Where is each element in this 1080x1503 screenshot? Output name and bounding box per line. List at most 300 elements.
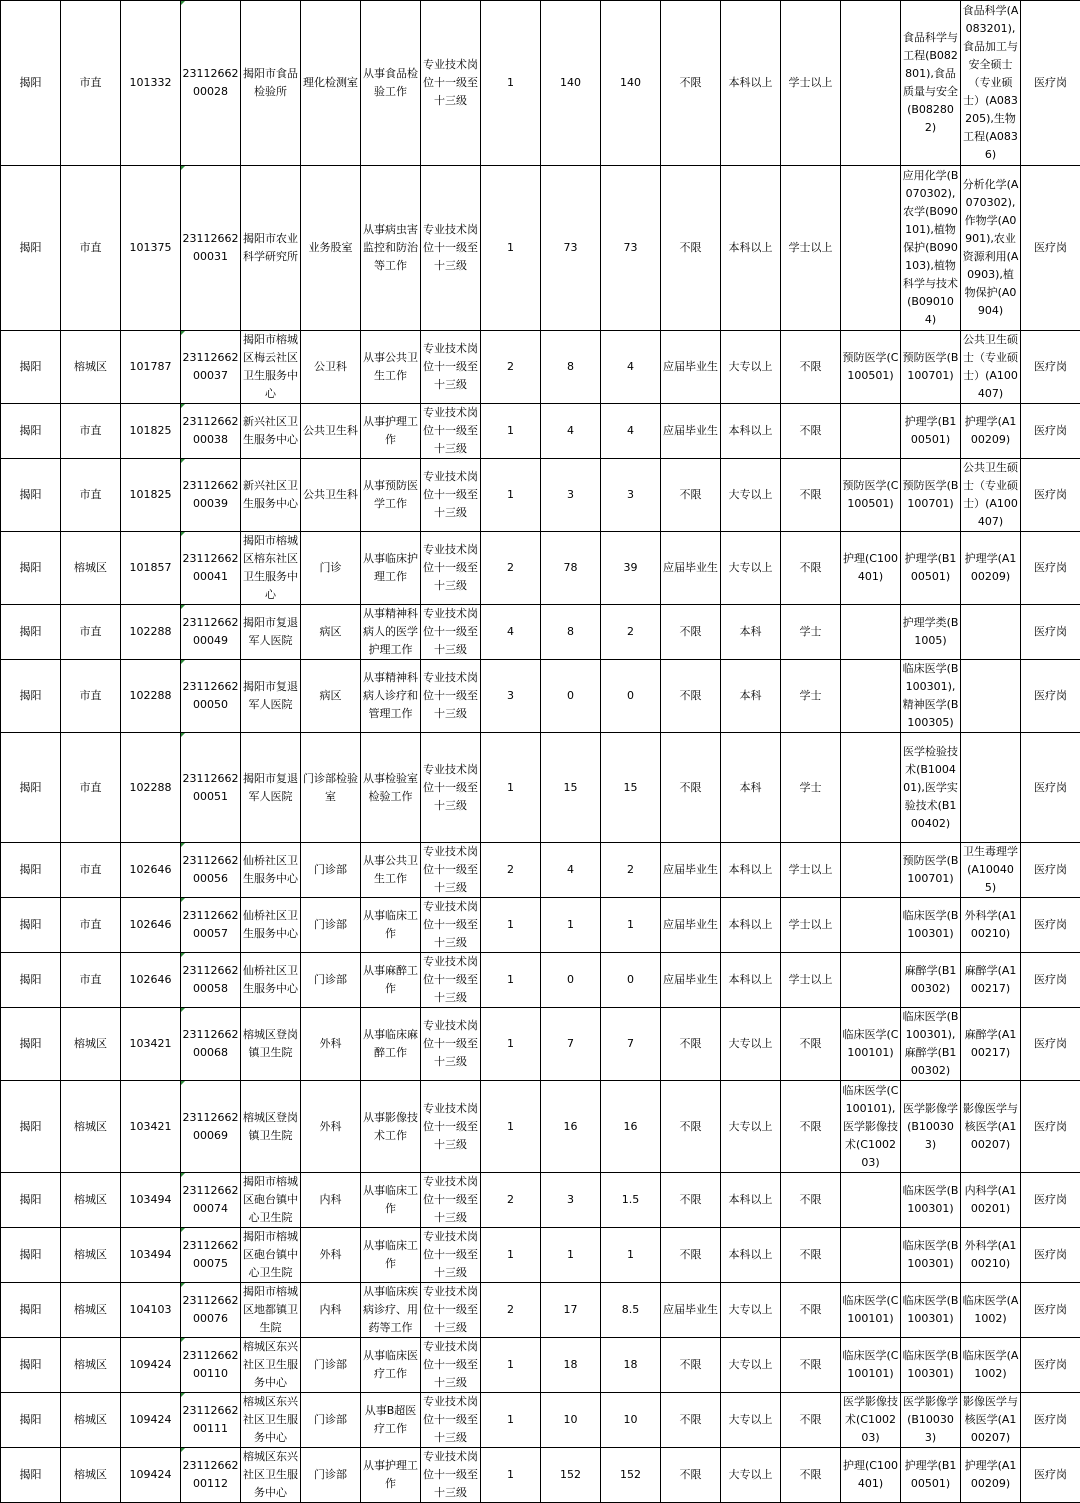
unit-code-cell: 102646 — [121, 953, 181, 1008]
district-cell: 市直 — [61, 459, 121, 532]
post-category-cell: 医疗岗 — [1021, 605, 1080, 660]
applicant-count-cell: 15 — [541, 733, 601, 843]
applicant-count-cell: 140 — [541, 1, 601, 166]
undergraduate-major-cell: 临床医学(B100301) — [901, 1283, 961, 1338]
department-cell: 内科 — [301, 1283, 361, 1338]
junior-college-major-cell — [841, 166, 901, 331]
junior-college-major-cell — [841, 1228, 901, 1283]
job-description-cell: 从事精神科病人诊疗和管理工作 — [361, 660, 421, 733]
city-cell: 揭阳 — [1, 1173, 61, 1228]
degree-cell: 学士 — [781, 660, 841, 733]
undergraduate-major-cell: 食品科学与工程(B082801),食品质量与安全(B082802) — [901, 1, 961, 166]
job-description-cell: 从事病虫害监控和防治等工作 — [361, 166, 421, 331]
applicant-count-cell: 4 — [541, 843, 601, 898]
post-level-cell: 专业技术岗位十一级至十三级 — [421, 1228, 481, 1283]
applicant-count-cell: 16 — [541, 1081, 601, 1173]
ratio-cell: 2 — [601, 843, 661, 898]
hiring-count-cell: 1 — [481, 404, 541, 459]
undergraduate-major-cell: 临床医学(B100301),麻醉学(B100302) — [901, 1008, 961, 1081]
city-cell: 揭阳 — [1, 733, 61, 843]
undergraduate-major-cell: 护理学(B100501) — [901, 1448, 961, 1503]
post-level-cell: 专业技术岗位十一级至十三级 — [421, 459, 481, 532]
candidate-type-cell: 应届毕业生 — [661, 404, 721, 459]
post-level-cell: 专业技术岗位十一级至十三级 — [421, 1338, 481, 1393]
district-cell: 市直 — [61, 1, 121, 166]
education-cell: 本科以上 — [721, 166, 781, 331]
junior-college-major-cell — [841, 605, 901, 660]
applicant-count-cell: 8 — [541, 331, 601, 404]
candidate-type-cell: 不限 — [661, 1338, 721, 1393]
district-cell: 榕城区 — [61, 532, 121, 605]
postgraduate-major-cell: 护理学(A100209) — [961, 532, 1021, 605]
postgraduate-major-cell — [961, 733, 1021, 843]
unit-code-cell: 102646 — [121, 843, 181, 898]
post-level-cell: 专业技术岗位十一级至十三级 — [421, 1081, 481, 1173]
hiring-count-cell: 1 — [481, 733, 541, 843]
post-level-cell: 专业技术岗位十一级至十三级 — [421, 1393, 481, 1448]
unit-code-cell: 109424 — [121, 1338, 181, 1393]
table-row — [1, 843, 1080, 898]
post-category-cell: 医疗岗 — [1021, 532, 1080, 605]
city-cell: 揭阳 — [1, 404, 61, 459]
post-category-cell: 医疗岗 — [1021, 1393, 1080, 1448]
position-code-cell: 2311266200039 — [181, 459, 241, 532]
position-code-cell: 2311266200111 — [181, 1393, 241, 1448]
district-cell: 榕城区 — [61, 1393, 121, 1448]
unit-code-cell: 104103 — [121, 1283, 181, 1338]
candidate-type-cell: 不限 — [661, 660, 721, 733]
postgraduate-major-cell: 公共卫生硕士（专业硕士）(A100407) — [961, 459, 1021, 532]
undergraduate-major-cell: 麻醉学(B100302) — [901, 953, 961, 1008]
postgraduate-major-cell: 内科学(A100201) — [961, 1173, 1021, 1228]
department-cell: 理化检测室 — [301, 1, 361, 166]
post-level-cell: 专业技术岗位十一级至十三级 — [421, 1173, 481, 1228]
post-level-cell: 专业技术岗位十一级至十三级 — [421, 733, 481, 843]
hiring-count-cell: 2 — [481, 843, 541, 898]
job-description-cell: 从事精神科病人的医学护理工作 — [361, 605, 421, 660]
candidate-type-cell: 应届毕业生 — [661, 843, 721, 898]
table-row — [1, 898, 1080, 953]
applicant-count-cell: 73 — [541, 166, 601, 331]
applicant-count-cell: 152 — [541, 1448, 601, 1503]
city-cell: 揭阳 — [1, 1228, 61, 1283]
ratio-cell: 0 — [601, 953, 661, 1008]
unit-code-cell: 109424 — [121, 1448, 181, 1503]
unit-name-cell: 揭阳市榕城区梅云社区卫生服务中心 — [241, 331, 301, 404]
job-description-cell: 从事麻醉工作 — [361, 953, 421, 1008]
undergraduate-major-cell: 临床医学(B100301),精神医学(B100305) — [901, 660, 961, 733]
unit-name-cell: 揭阳市榕城区地都镇卫生院 — [241, 1283, 301, 1338]
unit-name-cell: 仙桥社区卫生服务中心 — [241, 843, 301, 898]
job-description-cell: 从事临床护理工作 — [361, 532, 421, 605]
undergraduate-major-cell: 预防医学(B100701) — [901, 459, 961, 532]
postgraduate-major-cell: 分析化学(A070302),作物学(A0901),农业资源利用(A0903),植物保护(A0904) — [961, 166, 1021, 331]
education-cell: 大专以上 — [721, 1283, 781, 1338]
position-code-cell: 2311266200074 — [181, 1173, 241, 1228]
hiring-count-cell: 1 — [481, 1338, 541, 1393]
applicant-count-cell: 4 — [541, 404, 601, 459]
post-category-cell: 医疗岗 — [1021, 1, 1080, 166]
job-description-cell: 从事影像技术工作 — [361, 1081, 421, 1173]
department-cell: 内科 — [301, 1173, 361, 1228]
post-level-cell: 专业技术岗位十一级至十三级 — [421, 331, 481, 404]
district-cell: 榕城区 — [61, 331, 121, 404]
table-row — [1, 166, 1080, 331]
city-cell: 揭阳 — [1, 843, 61, 898]
postgraduate-major-cell: 麻醉学(A100217) — [961, 953, 1021, 1008]
district-cell: 市直 — [61, 733, 121, 843]
unit-name-cell: 揭阳市榕城区砲台镇中心卫生院 — [241, 1228, 301, 1283]
candidate-type-cell: 不限 — [661, 1081, 721, 1173]
unit-name-cell: 新兴社区卫生服务中心 — [241, 404, 301, 459]
table-row — [1, 660, 1080, 733]
city-cell: 揭阳 — [1, 1008, 61, 1081]
applicant-count-cell: 1 — [541, 1228, 601, 1283]
degree-cell: 不限 — [781, 1228, 841, 1283]
degree-cell: 学士以上 — [781, 953, 841, 1008]
post-category-cell: 医疗岗 — [1021, 459, 1080, 532]
degree-cell: 学士以上 — [781, 1, 841, 166]
city-cell: 揭阳 — [1, 660, 61, 733]
applicant-count-cell: 3 — [541, 459, 601, 532]
unit-name-cell: 揭阳市榕城区砲台镇中心卫生院 — [241, 1173, 301, 1228]
candidate-type-cell: 不限 — [661, 733, 721, 843]
applicant-count-cell: 18 — [541, 1338, 601, 1393]
degree-cell: 学士以上 — [781, 166, 841, 331]
junior-college-major-cell — [841, 843, 901, 898]
ratio-cell: 7 — [601, 1008, 661, 1081]
applicant-count-cell: 0 — [541, 660, 601, 733]
degree-cell: 不限 — [781, 1173, 841, 1228]
unit-code-cell: 109424 — [121, 1393, 181, 1448]
education-cell: 本科 — [721, 605, 781, 660]
degree-cell: 学士以上 — [781, 898, 841, 953]
district-cell: 榕城区 — [61, 1448, 121, 1503]
table-row — [1, 459, 1080, 532]
position-code-cell: 2311266200057 — [181, 898, 241, 953]
district-cell: 市直 — [61, 898, 121, 953]
education-cell: 大专以上 — [721, 1448, 781, 1503]
unit-code-cell: 101375 — [121, 166, 181, 331]
ratio-cell: 2 — [601, 605, 661, 660]
ratio-cell: 8.5 — [601, 1283, 661, 1338]
unit-code-cell: 103494 — [121, 1228, 181, 1283]
department-cell: 外科 — [301, 1008, 361, 1081]
ratio-cell: 1 — [601, 898, 661, 953]
undergraduate-major-cell: 医学检验技术(B100401),医学实验技术(B100402) — [901, 733, 961, 843]
hiring-count-cell: 2 — [481, 331, 541, 404]
table-row — [1, 1173, 1080, 1228]
candidate-type-cell: 应届毕业生 — [661, 898, 721, 953]
undergraduate-major-cell: 护理学(B100501) — [901, 532, 961, 605]
education-cell: 大专以上 — [721, 1081, 781, 1173]
degree-cell: 学士 — [781, 733, 841, 843]
ratio-cell: 18 — [601, 1338, 661, 1393]
education-cell: 本科 — [721, 660, 781, 733]
education-cell: 本科 — [721, 733, 781, 843]
unit-code-cell: 103421 — [121, 1008, 181, 1081]
post-category-cell: 医疗岗 — [1021, 1228, 1080, 1283]
post-category-cell: 医疗岗 — [1021, 898, 1080, 953]
hiring-count-cell: 1 — [481, 1, 541, 166]
unit-code-cell: 102288 — [121, 660, 181, 733]
city-cell: 揭阳 — [1, 459, 61, 532]
candidate-type-cell: 应届毕业生 — [661, 331, 721, 404]
degree-cell: 不限 — [781, 1283, 841, 1338]
education-cell: 大专以上 — [721, 331, 781, 404]
district-cell: 榕城区 — [61, 1338, 121, 1393]
position-code-cell: 2311266200028 — [181, 1, 241, 166]
job-description-cell: 从事临床医疗工作 — [361, 1338, 421, 1393]
postgraduate-major-cell — [961, 605, 1021, 660]
unit-code-cell: 102646 — [121, 898, 181, 953]
department-cell: 外科 — [301, 1081, 361, 1173]
postgraduate-major-cell: 护理学(A100209) — [961, 1448, 1021, 1503]
applicant-count-cell: 3 — [541, 1173, 601, 1228]
hiring-count-cell: 1 — [481, 953, 541, 1008]
post-level-cell: 专业技术岗位十一级至十三级 — [421, 953, 481, 1008]
hiring-count-cell: 1 — [481, 1008, 541, 1081]
city-cell: 揭阳 — [1, 532, 61, 605]
postgraduate-major-cell: 外科学(A100210) — [961, 898, 1021, 953]
degree-cell: 学士 — [781, 605, 841, 660]
department-cell: 外科 — [301, 1228, 361, 1283]
postgraduate-major-cell — [961, 660, 1021, 733]
junior-college-major-cell: 临床医学(C100101) — [841, 1338, 901, 1393]
education-cell: 本科以上 — [721, 404, 781, 459]
position-code-cell: 2311266200056 — [181, 843, 241, 898]
undergraduate-major-cell: 应用化学(B070302),农学(B090101),植物保护(B090103),植物科学与技术(B090104) — [901, 166, 961, 331]
applicant-count-cell: 78 — [541, 532, 601, 605]
district-cell: 榕城区 — [61, 1283, 121, 1338]
junior-college-major-cell: 护理(C100401) — [841, 532, 901, 605]
undergraduate-major-cell: 临床医学(B100301) — [901, 898, 961, 953]
unit-name-cell: 仙桥社区卫生服务中心 — [241, 953, 301, 1008]
position-code-cell: 2311266200058 — [181, 953, 241, 1008]
applicant-count-cell: 17 — [541, 1283, 601, 1338]
job-description-cell: 从事临床疾病诊疗、用药等工作 — [361, 1283, 421, 1338]
department-cell: 门诊部 — [301, 1448, 361, 1503]
unit-code-cell: 101825 — [121, 459, 181, 532]
district-cell: 市直 — [61, 605, 121, 660]
degree-cell: 不限 — [781, 1393, 841, 1448]
unit-code-cell: 103421 — [121, 1081, 181, 1173]
applicant-count-cell: 8 — [541, 605, 601, 660]
post-level-cell: 专业技术岗位十一级至十三级 — [421, 404, 481, 459]
junior-college-major-cell: 护理(C100401) — [841, 1448, 901, 1503]
junior-college-major-cell — [841, 1173, 901, 1228]
position-code-cell: 2311266200112 — [181, 1448, 241, 1503]
unit-code-cell: 102288 — [121, 605, 181, 660]
undergraduate-major-cell: 临床医学(B100301) — [901, 1173, 961, 1228]
education-cell: 大专以上 — [721, 532, 781, 605]
city-cell: 揭阳 — [1, 1, 61, 166]
table-row — [1, 331, 1080, 404]
table-row — [1, 1228, 1080, 1283]
unit-code-cell: 103494 — [121, 1173, 181, 1228]
job-description-cell: 从事护理工作 — [361, 404, 421, 459]
candidate-type-cell: 不限 — [661, 1008, 721, 1081]
junior-college-major-cell — [841, 404, 901, 459]
district-cell: 市直 — [61, 953, 121, 1008]
district-cell: 市直 — [61, 404, 121, 459]
district-cell: 市直 — [61, 843, 121, 898]
unit-name-cell: 仙桥社区卫生服务中心 — [241, 898, 301, 953]
district-cell: 榕城区 — [61, 1228, 121, 1283]
degree-cell: 不限 — [781, 532, 841, 605]
hiring-count-cell: 1 — [481, 898, 541, 953]
position-code-cell: 2311266200075 — [181, 1228, 241, 1283]
education-cell: 大专以上 — [721, 1008, 781, 1081]
degree-cell: 不限 — [781, 404, 841, 459]
candidate-type-cell: 应届毕业生 — [661, 953, 721, 1008]
department-cell: 病区 — [301, 605, 361, 660]
unit-name-cell: 揭阳市榕城区榕东社区卫生服务中心 — [241, 532, 301, 605]
education-cell: 本科以上 — [721, 1173, 781, 1228]
position-code-cell: 2311266200050 — [181, 660, 241, 733]
postgraduate-major-cell: 麻醉学(A100217) — [961, 1008, 1021, 1081]
job-description-cell: 从事预防医学工作 — [361, 459, 421, 532]
table-row — [1, 532, 1080, 605]
undergraduate-major-cell: 医学影像学(B100303) — [901, 1393, 961, 1448]
undergraduate-major-cell: 护理学类(B1005) — [901, 605, 961, 660]
junior-college-major-cell — [841, 733, 901, 843]
table-row — [1, 1008, 1080, 1081]
job-description-cell: 从事公共卫生工作 — [361, 843, 421, 898]
junior-college-major-cell — [841, 898, 901, 953]
hiring-count-cell: 2 — [481, 1283, 541, 1338]
unit-name-cell: 榕城区登岗镇卫生院 — [241, 1008, 301, 1081]
post-level-cell: 专业技术岗位十一级至十三级 — [421, 1008, 481, 1081]
ratio-cell: 10 — [601, 1393, 661, 1448]
city-cell: 揭阳 — [1, 1338, 61, 1393]
postgraduate-major-cell: 临床医学(A1002) — [961, 1338, 1021, 1393]
position-code-cell: 2311266200041 — [181, 532, 241, 605]
table-row — [1, 953, 1080, 1008]
hiring-count-cell: 1 — [481, 1228, 541, 1283]
postgraduate-major-cell: 外科学(A100210) — [961, 1228, 1021, 1283]
unit-name-cell: 揭阳市复退军人医院 — [241, 605, 301, 660]
unit-code-cell: 101825 — [121, 404, 181, 459]
job-description-cell: 从事临床工作 — [361, 1228, 421, 1283]
degree-cell: 学士以上 — [781, 843, 841, 898]
district-cell: 榕城区 — [61, 1008, 121, 1081]
undergraduate-major-cell: 医学影像学(B100303) — [901, 1081, 961, 1173]
postgraduate-major-cell: 食品科学(A083201),食品加工与安全硕士（专业硕士）(A083205),生物工程(A0836) — [961, 1, 1021, 166]
education-cell: 大专以上 — [721, 459, 781, 532]
hiring-count-cell: 1 — [481, 166, 541, 331]
ratio-cell: 1.5 — [601, 1173, 661, 1228]
junior-college-major-cell: 医学影像技术(C100203) — [841, 1393, 901, 1448]
ratio-cell: 4 — [601, 331, 661, 404]
candidate-type-cell: 应届毕业生 — [661, 532, 721, 605]
degree-cell: 不限 — [781, 1338, 841, 1393]
post-category-cell: 医疗岗 — [1021, 166, 1080, 331]
post-level-cell: 专业技术岗位十一级至十三级 — [421, 1283, 481, 1338]
post-level-cell: 专业技术岗位十一级至十三级 — [421, 660, 481, 733]
position-code-cell: 2311266200076 — [181, 1283, 241, 1338]
department-cell: 公卫科 — [301, 331, 361, 404]
post-level-cell: 专业技术岗位十一级至十三级 — [421, 843, 481, 898]
department-cell: 公共卫生科 — [301, 459, 361, 532]
city-cell: 揭阳 — [1, 898, 61, 953]
job-description-cell: 从事临床麻醉工作 — [361, 1008, 421, 1081]
postgraduate-major-cell: 护理学(A100209) — [961, 404, 1021, 459]
job-description-cell: 从事护理工作 — [361, 1448, 421, 1503]
ratio-cell: 3 — [601, 459, 661, 532]
post-level-cell: 专业技术岗位十一级至十三级 — [421, 166, 481, 331]
education-cell: 本科以上 — [721, 1228, 781, 1283]
ratio-cell: 73 — [601, 166, 661, 331]
unit-code-cell: 101332 — [121, 1, 181, 166]
position-code-cell: 2311266200069 — [181, 1081, 241, 1173]
post-category-cell: 医疗岗 — [1021, 953, 1080, 1008]
degree-cell: 不限 — [781, 1448, 841, 1503]
applicant-count-cell: 10 — [541, 1393, 601, 1448]
junior-college-major-cell — [841, 1, 901, 166]
education-cell: 本科以上 — [721, 898, 781, 953]
degree-cell: 不限 — [781, 459, 841, 532]
position-code-cell: 2311266200051 — [181, 733, 241, 843]
table-row — [1, 733, 1080, 843]
district-cell: 榕城区 — [61, 1173, 121, 1228]
position-code-cell: 2311266200031 — [181, 166, 241, 331]
undergraduate-major-cell: 预防医学(B100701) — [901, 331, 961, 404]
degree-cell: 不限 — [781, 331, 841, 404]
ratio-cell: 15 — [601, 733, 661, 843]
table-row — [1, 1, 1080, 166]
department-cell: 门诊部 — [301, 1338, 361, 1393]
candidate-type-cell: 不限 — [661, 166, 721, 331]
hiring-count-cell: 4 — [481, 605, 541, 660]
position-code-cell: 2311266200068 — [181, 1008, 241, 1081]
hiring-count-cell: 2 — [481, 1173, 541, 1228]
post-category-cell: 医疗岗 — [1021, 1081, 1080, 1173]
city-cell: 揭阳 — [1, 1081, 61, 1173]
post-category-cell: 医疗岗 — [1021, 843, 1080, 898]
table-row — [1, 1393, 1080, 1448]
applicant-count-cell: 7 — [541, 1008, 601, 1081]
table-row — [1, 1283, 1080, 1338]
junior-college-major-cell: 临床医学(C100101) — [841, 1008, 901, 1081]
ratio-cell: 4 — [601, 404, 661, 459]
education-cell: 本科以上 — [721, 953, 781, 1008]
position-code-cell: 2311266200049 — [181, 605, 241, 660]
education-cell: 大专以上 — [721, 1338, 781, 1393]
junior-college-major-cell — [841, 660, 901, 733]
post-category-cell: 医疗岗 — [1021, 404, 1080, 459]
post-level-cell: 专业技术岗位十一级至十三级 — [421, 898, 481, 953]
district-cell: 榕城区 — [61, 1081, 121, 1173]
hiring-count-cell: 3 — [481, 660, 541, 733]
applicant-count-cell: 0 — [541, 953, 601, 1008]
unit-name-cell: 榕城区东兴社区卫生服务中心 — [241, 1338, 301, 1393]
unit-name-cell: 榕城区东兴社区卫生服务中心 — [241, 1448, 301, 1503]
undergraduate-major-cell: 临床医学(B100301) — [901, 1338, 961, 1393]
job-description-cell: 从事食品检验工作 — [361, 1, 421, 166]
ratio-cell: 1 — [601, 1228, 661, 1283]
candidate-type-cell: 不限 — [661, 1, 721, 166]
table-row — [1, 1081, 1080, 1173]
department-cell: 病区 — [301, 660, 361, 733]
education-cell: 本科以上 — [721, 843, 781, 898]
degree-cell: 不限 — [781, 1008, 841, 1081]
department-cell: 门诊部检验室 — [301, 733, 361, 843]
applicant-count-cell: 1 — [541, 898, 601, 953]
city-cell: 揭阳 — [1, 1393, 61, 1448]
ratio-cell: 0 — [601, 660, 661, 733]
unit-name-cell: 榕城区东兴社区卫生服务中心 — [241, 1393, 301, 1448]
